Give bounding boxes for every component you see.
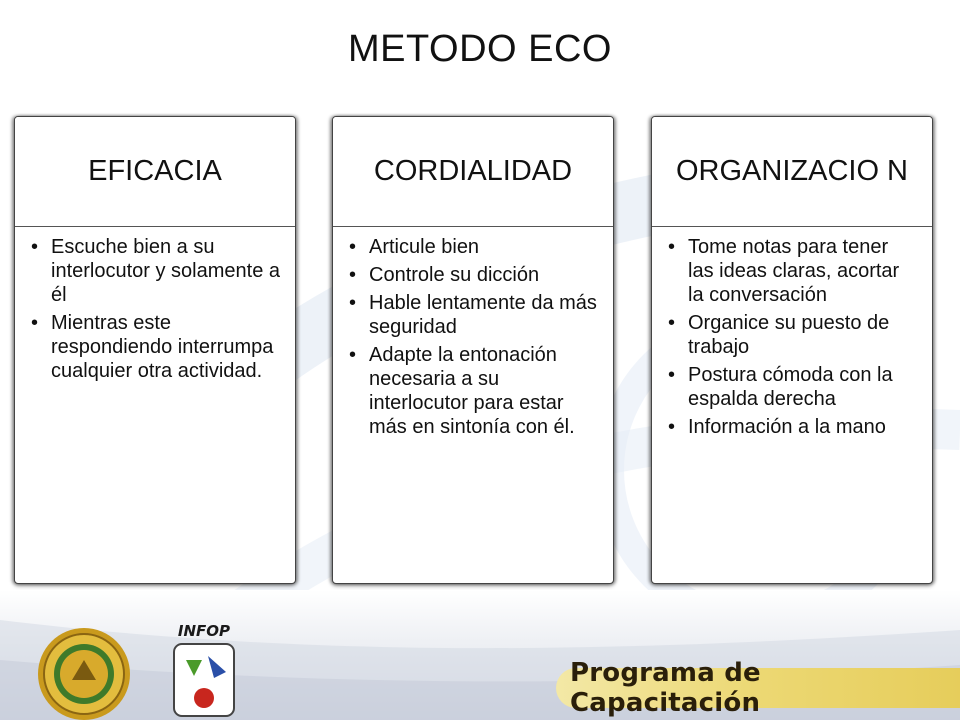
banner-text: Programa de Capacitación	[570, 658, 761, 718]
program-banner	[556, 658, 960, 718]
list-item: • Escuche bien a su interlocutor y solamente a él	[31, 236, 281, 306]
list-item: • Tome notas para tener las ideas claras, acortar la conversación	[668, 236, 900, 306]
list-item: • Postura cómoda con la espalda derecha	[668, 364, 893, 410]
seal-logo	[36, 626, 132, 720]
bullet-icon: •	[668, 364, 676, 386]
card-eficacia	[14, 116, 296, 584]
card-heading: EFICACIA	[15, 117, 295, 227]
card-heading: CORDIALIDAD	[333, 117, 613, 227]
list-item: • Hable lentamente da más seguridad	[349, 292, 597, 338]
bullet-icon: •	[349, 236, 357, 258]
list-item: • Controle su dicción	[349, 264, 540, 286]
footer	[0, 590, 960, 720]
bullet-list	[29, 235, 281, 383]
bullet-icon: •	[349, 344, 357, 366]
bullet-list	[347, 235, 599, 439]
list-item: • Mientras este respondiendo interrumpa cualquier otra actividad.	[31, 312, 274, 382]
card-cordialidad	[332, 116, 614, 584]
svg-text:INFOP: INFOP	[177, 622, 231, 640]
list-item: • Adapte la entonación necesaria a su interlocutor para estar más en sintonía con él.	[349, 344, 575, 438]
bullet-icon: •	[668, 416, 676, 438]
bullet-icon: •	[668, 312, 676, 334]
card-heading: ORGANIZACIO N	[652, 117, 932, 227]
bullet-icon: •	[31, 236, 39, 258]
card-organizacion	[651, 116, 933, 584]
card-body	[15, 227, 295, 383]
list-item: • Articule bien	[349, 236, 480, 258]
bullet-list	[666, 235, 918, 439]
bullet-icon: •	[349, 264, 357, 286]
bullet-icon: •	[349, 292, 357, 314]
list-item: • Organice su puesto de trabajo	[668, 312, 890, 358]
slide-title: METODO ECO	[348, 28, 612, 70]
infop-logo	[168, 620, 240, 720]
card-body	[652, 227, 932, 439]
bullet-icon: •	[31, 312, 39, 334]
bullet-icon: •	[668, 236, 676, 258]
card-body	[333, 227, 613, 439]
list-item: • Información a la mano	[668, 416, 886, 438]
